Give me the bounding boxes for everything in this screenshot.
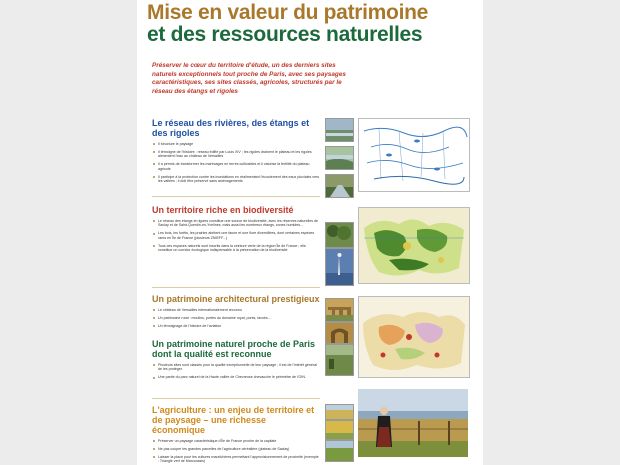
bullet-list — [152, 219, 320, 252]
list-item: Le réseau des étangs et rigoles constitue une source de biodiversité, avec les réserves naturelles de Saclay et de Saint-Quentin-en-Yvelines, mais aussi les nombreux étangs, zones humides... — [152, 219, 320, 228]
divider — [152, 398, 320, 399]
forest-photo — [325, 222, 354, 248]
section-title: L'agriculture : un enjeu de territoire et de paysage – une richesse économique — [152, 405, 315, 435]
bullet-list — [152, 308, 320, 328]
list-item: Laisser la place pour les cultures maraîchères permettant l'approvisionnement de proximité (exemple : Triangle vert de Marcoussis) — [152, 455, 320, 464]
canal-photo — [325, 174, 354, 198]
farm-photo — [358, 389, 468, 457]
section-title: Un patrimoine architectural prestigieux — [152, 294, 320, 304]
list-item: Préserver un paysage caractéristique d'Île de France proche de la capitale — [152, 439, 320, 443]
biodiversity-map — [358, 207, 470, 284]
list-item: Un patrimoine rural : moulins, portes du domaine royal, ponts, lavoirs... — [152, 316, 320, 320]
bullet-list — [152, 439, 320, 464]
list-item: Il participe à la protection contre les inondations en réalimentant l'écoulement des eaux pluviales vers les vallées ; il doit être préservé sans aménagements — [152, 175, 320, 184]
divider — [152, 287, 320, 288]
bullet-list — [152, 142, 320, 183]
pond-photo — [325, 118, 354, 142]
section-architecture — [152, 294, 320, 332]
divider — [152, 196, 320, 197]
intro-text: Préserver le cœur du territoire d'étude, un des derniers sites naturels exceptionnels tout proche de Paris, avec ses paysages caractéristiques, ses sites classés, agricoles, structurés par le réseau des étangs et rigoles — [152, 62, 346, 95]
list-item: Plusieurs sites sont classés pour la qualité exceptionnelle de leur paysage ; il est de l'intérêt général de les protéger. — [152, 363, 320, 372]
title-line-1: Mise en valeur du patrimoine — [147, 1, 429, 24]
poster — [137, 0, 483, 465]
section-agriculture — [152, 405, 320, 465]
aqueduct-photo — [325, 298, 354, 322]
bullet-list — [152, 363, 320, 380]
section-title: Le réseau des rivières, des étangs et des rigoles — [152, 118, 310, 138]
arch-photo — [325, 322, 354, 344]
crop-photo — [325, 420, 354, 440]
section-natural-heritage — [152, 339, 320, 383]
section-biodiversity — [152, 205, 320, 256]
heritage-map — [358, 296, 470, 378]
list-item: Tous ces espaces naturels sont inscrits dans la ceinture verte de la région Île de France ; elle constitue un corridor écologique indispensable à la préservation de la biodiversité — [152, 244, 320, 253]
water-network-map — [358, 118, 470, 192]
section-title: Un territoire riche en biodiversité — [152, 205, 294, 215]
list-item: Une partie du parc naturel de la Haute vallée de Chevreuse chevauche le périmètre de l'OIN. — [152, 375, 320, 379]
list-item: Il a permis de transformer les marécages en terres cultivables et il valorise la fertilité du plateau agricole — [152, 162, 320, 171]
meadow-photo — [325, 440, 354, 462]
river-photo — [325, 146, 354, 170]
section-water-network — [152, 118, 320, 187]
field-photo — [325, 404, 354, 420]
section-title: Un patrimoine naturel proche de Paris dont la qualité est reconnue — [152, 339, 316, 359]
list-item: Le château de Versailles internationalement reconnu — [152, 308, 320, 312]
list-item: Il structure le paysage — [152, 142, 320, 146]
poster-title — [147, 2, 477, 46]
list-item: Il témoigne de l'histoire : réseau édifié par Louis XIV ; les rigoles drainent le plateau et les rigoles alimentent l'eau au château de Versailles — [152, 150, 320, 159]
list-item: Ne pas couper les grandes parcelles de l'agriculture céréalière (plateau de Saclay) — [152, 447, 320, 451]
countryside-photo — [325, 344, 354, 376]
list-item: Les bois, les forêts, les prairies abritent une faune et une flore diversifiées, dont certaines espèces rares en Île de France (plusieurs ZNIEFF...) — [152, 231, 320, 240]
list-item: Un témoignage de l'histoire de l'aviation — [152, 324, 320, 328]
heron-photo — [325, 248, 354, 286]
title-line-2: et des ressources naturelles — [147, 23, 423, 46]
